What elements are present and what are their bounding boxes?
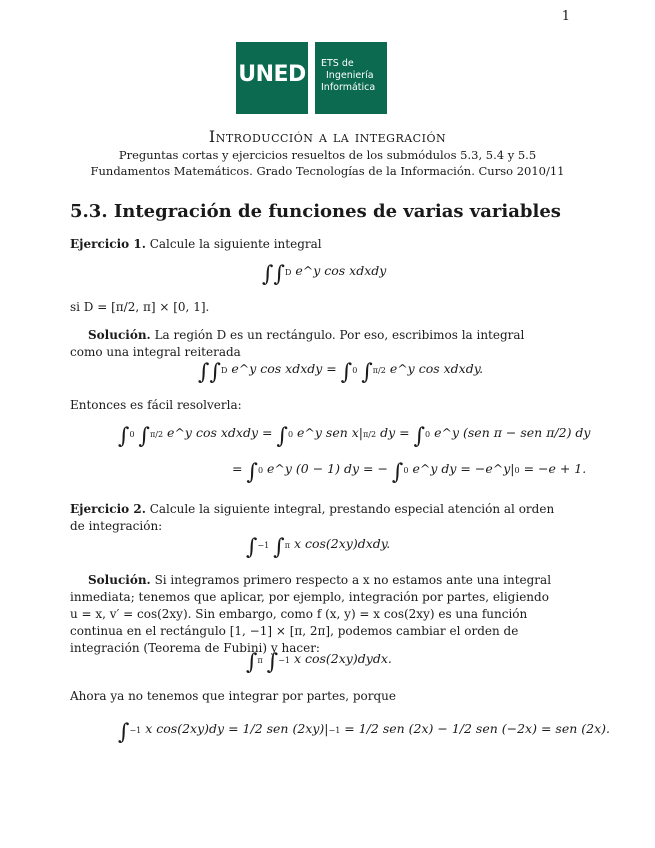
equation-3: ∫0 ∫π/2 e^y cos xdxdy = ∫0 e^y sen x|π/2 dy = ∫0 e^y (sen π − sen π/2) dy (118, 424, 591, 449)
exercise-2-statement: Ejercicio 2. Calcule la siguiente integral, prestando especial atención al orden de integración: (70, 502, 555, 533)
page-number: 1 (561, 9, 570, 24)
document-subtitle-1: Preguntas cortas y ejercicios resueltos de los submódulos 5.3, 5.4 y 5.5 (118, 148, 537, 162)
equation-4: = ∫0 e^y (0 − 1) dy = − ∫0 e^y dy = −e^y|0 = −e + 1. (232, 460, 587, 485)
exercise-1-statement (70, 236, 556, 253)
solution-1-text: Solución. La región D es un rectángulo. Por eso, escribimos la integral como una integral reiterada (70, 328, 525, 359)
equation-6: ∫π ∫−1 x cos(2xy)dydx. (246, 650, 392, 675)
section-heading: 5.3. Integración de funciones de varias variables (70, 201, 561, 222)
etsi-logo (315, 42, 387, 114)
logo-line-1: ETS de (321, 58, 354, 69)
exercise-1-domain: si D = [π/2, π] × [0, 1]. (70, 300, 210, 314)
document-title: Introducción a la integración (208, 127, 447, 146)
exercise-1-label: Ejercicio 1. (70, 237, 146, 251)
exercise-1-text: Calcule la siguiente integral (149, 237, 322, 251)
solution-2-text: Solución. Si integramos primero respecto a x no estamos ante una integral inmediata; tenemos que aplicar, por ejemplo, integración por partes, eligiendo u = x, v′ = cos(2xy). Sin embargo, como f (x, y) = x cos(2xy) es una función continua en el rectángulo [1, −1] × [π, 2π], podemos cambiar el orden de integración (Teorema de Fubini) y hacer: (70, 573, 552, 655)
equation-5: ∫−1 ∫π x cos(2xy)dxdy. (246, 535, 391, 560)
solution-2-label: Solución. (88, 573, 151, 587)
solution-1-text-2: Entonces es fácil resolverla: (70, 398, 242, 412)
document-subtitle-2: Fundamentos Matemáticos. Grado Tecnologías de la Información. Curso 2010/11 (90, 164, 565, 178)
solution-1-label: Solución. (88, 328, 151, 342)
equation-7: ∫−1 x cos(2xy)dy = 1/2 sen (2xy)|−1 = 1/2 sen (2x) − 1/2 sen (−2x) = sen (2x). (118, 720, 610, 745)
equation-2: ∫∫D e^y cos xdxdy = ∫0 ∫π/2 e^y cos xdxdy. (198, 360, 484, 385)
equation-1: ∫∫D e^y cos xdxdy (262, 262, 387, 287)
logo-line-2: Ingeniería (326, 70, 374, 81)
logo-text: UNED (238, 62, 306, 87)
logo-line-3: Informática (321, 82, 376, 93)
exercise-2-label: Ejercicio 2. (70, 502, 146, 516)
uned-logo (236, 42, 308, 114)
solution-2-text-2: Ahora ya no tenemos que integrar por partes, porque (70, 689, 397, 703)
